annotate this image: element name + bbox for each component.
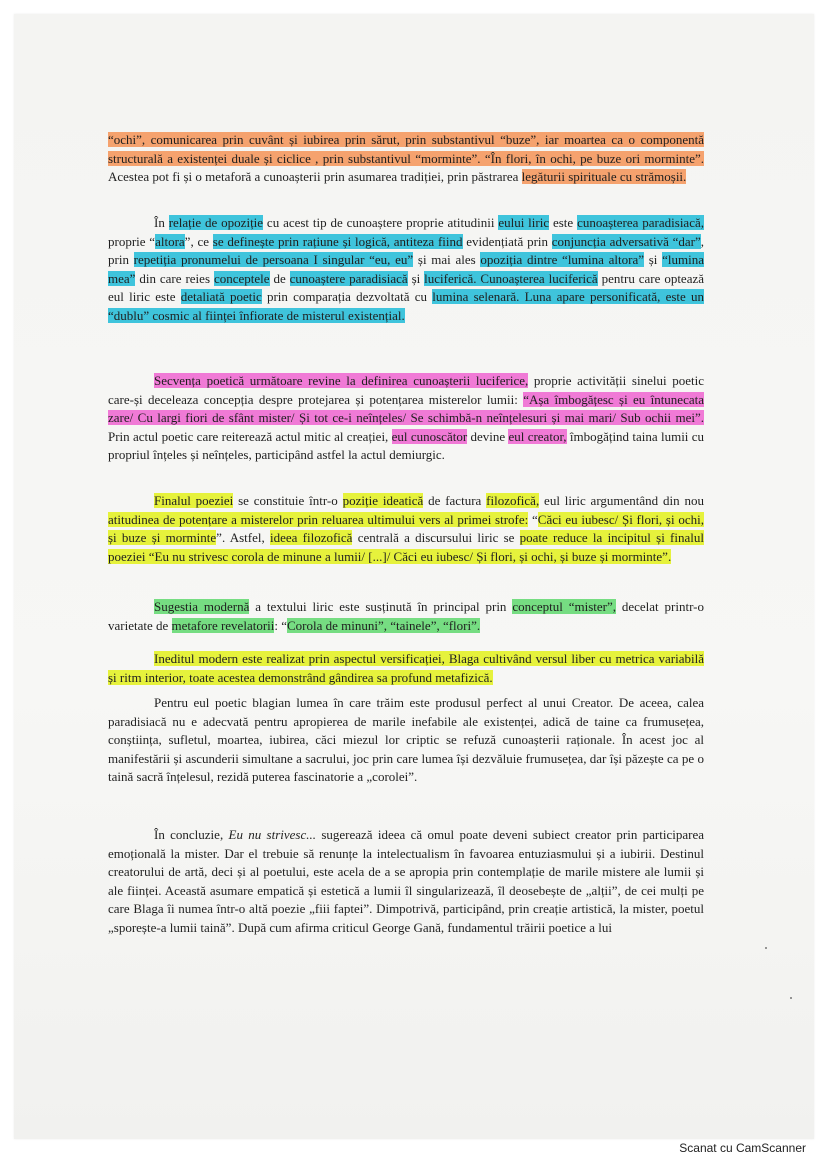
text-run: de (269, 270, 290, 286)
highlight-cyan: “lumina mea” (108, 252, 704, 286)
highlight-cyan: se definește prin rațiune și logică, antiteza fiind (212, 233, 463, 249)
highlight-cyan: luciferică. Cunoașterea luciferică (424, 270, 598, 286)
text-run: evidențiată prin (462, 233, 552, 249)
text-run: “ (528, 511, 538, 527)
highlight-cyan: cunoaștere paradisiacă (289, 270, 408, 286)
text-run: proprie activității sinelui poetic care-și deceleaza concepția despre protejarea și potențarea misterelor lumii: (108, 373, 705, 407)
paragraph-8 (108, 826, 704, 938)
highlight-green: Corola de minuni”, “tainele”, “flori”. (287, 617, 481, 633)
highlight-yellow: ideea filozofică (269, 530, 353, 546)
text-run: ”, ce (184, 233, 213, 249)
paragraph-4 (108, 492, 704, 566)
text-run: și (407, 270, 425, 286)
highlight-cyan: relație de opoziție (168, 215, 264, 230)
text-run: a textului liric este susținută în principal prin (249, 599, 513, 614)
poem-title: Eu nu strivesc... (228, 827, 317, 842)
highlight-green: conceptul “mister”, (512, 599, 616, 614)
highlight-orange: legăturii spirituale cu strămoșii. (521, 169, 687, 185)
highlight-yellow: filozofică, (486, 493, 540, 508)
highlight-yellow: atitudinea de potențare a misterelor prin reluarea ultimului vers al primei strofe: (108, 511, 529, 527)
text-run: prin comparația dezvoltată cu (261, 289, 433, 305)
highlight-green: Sugestia modernă (154, 599, 250, 614)
highlight-magenta: “Așa îmbogățesc și eu întunecata zare/ Cu largi fiori de sfânt mister/ Și tot ce-i neînțeles/ Se schimbă-n neînțelesuri și mai mari/ Sub ochii mei”. (108, 391, 704, 426)
highlight-cyan: lumina selenară. Luna apare personificată, este un “dublu” cosmic al ființei înfiorate de misterul existențial. (108, 289, 705, 323)
text-run: , prin (108, 233, 705, 268)
paragraph-5 (108, 598, 704, 635)
highlight-cyan: conceptele (213, 270, 270, 286)
text-run: se constituie într-o (233, 493, 343, 508)
text-run: și (644, 252, 663, 268)
highlight-magenta: eul cunoscător (391, 428, 468, 444)
text-run: centrală a discursului liric se (352, 530, 520, 546)
highlight-cyan: cunoașterea paradisiacă, (577, 215, 704, 230)
highlight-cyan: detaliată poetic (180, 289, 262, 305)
text-run: de factura (423, 493, 487, 508)
text-run: este (549, 215, 578, 230)
text-run: : “ (274, 617, 288, 633)
scan-speck (790, 997, 792, 999)
text-run: În concluzie, (154, 827, 229, 842)
text-run: sugerează ideea că omul poate deveni subiect creator prin participarea emoțională la mister. Dar el trebuie să renunțe la intelectualism în favoarea entuziasmului și a iubirii. Destinul creatorului de artă, deci și al poetului, este acela de a se apropia prin contemplație de marile mistere ale lumii și ale ființei. Această asumare empatică și estetică a lumii îl singularizează, îl deosebește de „alții”, de cei mulți pe care Blaga îi numea într-o altă poezie „fiii faptei”. Dimpotrivă, participând, prin creație artistică, la mister, poetul „sporește-a lumii taină”. După cum afirma criticul George Gană, fundamentul trăirii poetice a lui (108, 827, 704, 935)
text-run: Prin actul poetic care reiterează actul mitic al creației, (108, 428, 392, 444)
highlight-cyan: opoziția dintre “lumina altora” (480, 252, 644, 268)
highlight-magenta: eul creator, (508, 428, 567, 444)
paragraph-6 (108, 650, 704, 687)
text-run: proprie “ (108, 233, 156, 249)
highlight-cyan: eului liric (498, 215, 550, 230)
scan-speck (765, 947, 767, 949)
highlight-yellow: Ineditul modern este realizat prin aspectul versificației, Blaga cultivând versul liber cu metrica variabilă și ritm interior, toate acestea demonstrând gândirea sa profund metafizică. (108, 651, 704, 685)
paragraph-2 (108, 214, 704, 326)
text-run: Acestea pot fi și o metaforă a cunoașterii prin asumarea tradiției, prin păstrarea (108, 169, 522, 185)
paragraph-3 (108, 372, 704, 465)
highlight-yellow: Finalul poeziei (154, 493, 234, 508)
scanner-watermark: Scanat cu CamScanner (679, 1141, 806, 1155)
text-run: devine (467, 428, 509, 444)
highlight-yellow: Căci eu iubesc/ Și flori, și ochi, și buze și morminte (108, 511, 704, 546)
text-run: pentru care optează eul liric este (108, 270, 705, 305)
highlight-yellow: poate reduce la incipitul și finalul poeziei “Eu nu strivesc corola de minune a lumii/ [...]/ Căci eu iubesc/ Și flori, și ochi, și buze și morminte”. (108, 530, 704, 564)
highlight-yellow: poziție ideatică (342, 493, 424, 508)
paragraph-1 (108, 131, 704, 187)
text-run: ”. Astfel, (216, 530, 270, 546)
text-run: cu acest tip de cunoaștere proprie atitudinii (263, 215, 499, 230)
highlight-orange: “ochi”, comunicarea prin cuvânt și iubirea prin sărut, prin substantivul “buze”, iar moartea ca o componentă structurală a existenței duale și ciclice , prin substantivul “morminte”. “În flori, în ochi, pe buze ori morminte”. (108, 132, 704, 166)
text-run: decelat printr-o varietate de (108, 599, 704, 633)
highlight-magenta: Secvența poetică următoare revine la definirea cunoașterii luciferice, (154, 373, 529, 388)
text-run: și mai ales (413, 252, 481, 268)
text-run: din care reies (135, 270, 214, 286)
paragraph-7: Pentru eul poetic blagian lumea în care trăim este produsul perfect al unui Creator. De aceea, calea paradisiacă nu e adecvată pentru apropierea de marile inefabile ale existenței, adică de taine ca frumusețea, conștiința, sufletul, moartea, iubirea, căci miezul lor criptic se refuză cunoașterii raționale. În acest joc al manifestării și ascunderii simultane a sacrului, joc prin care lumea își dezvăluie frumusețea, dar își păzește ca pe o taină sacră înțelesul, rezidă puterea fascinatorie a „corolei”. (108, 695, 704, 785)
highlight-green: metafore revelatorii (171, 617, 275, 633)
text-run: îmbogățind taina lumii cu propriul înțeles și neînțeles, participând astfel la actul demiurgic. (108, 428, 705, 463)
text-run: În (154, 215, 169, 230)
highlight-cyan: altora (155, 233, 185, 249)
text-run: eul liric argumentând din nou (539, 493, 704, 508)
highlight-cyan: conjuncția adversativă “dar” (551, 233, 701, 249)
highlight-cyan: repetiția pronumelui de persoana I singular “eu, eu” (133, 252, 414, 268)
